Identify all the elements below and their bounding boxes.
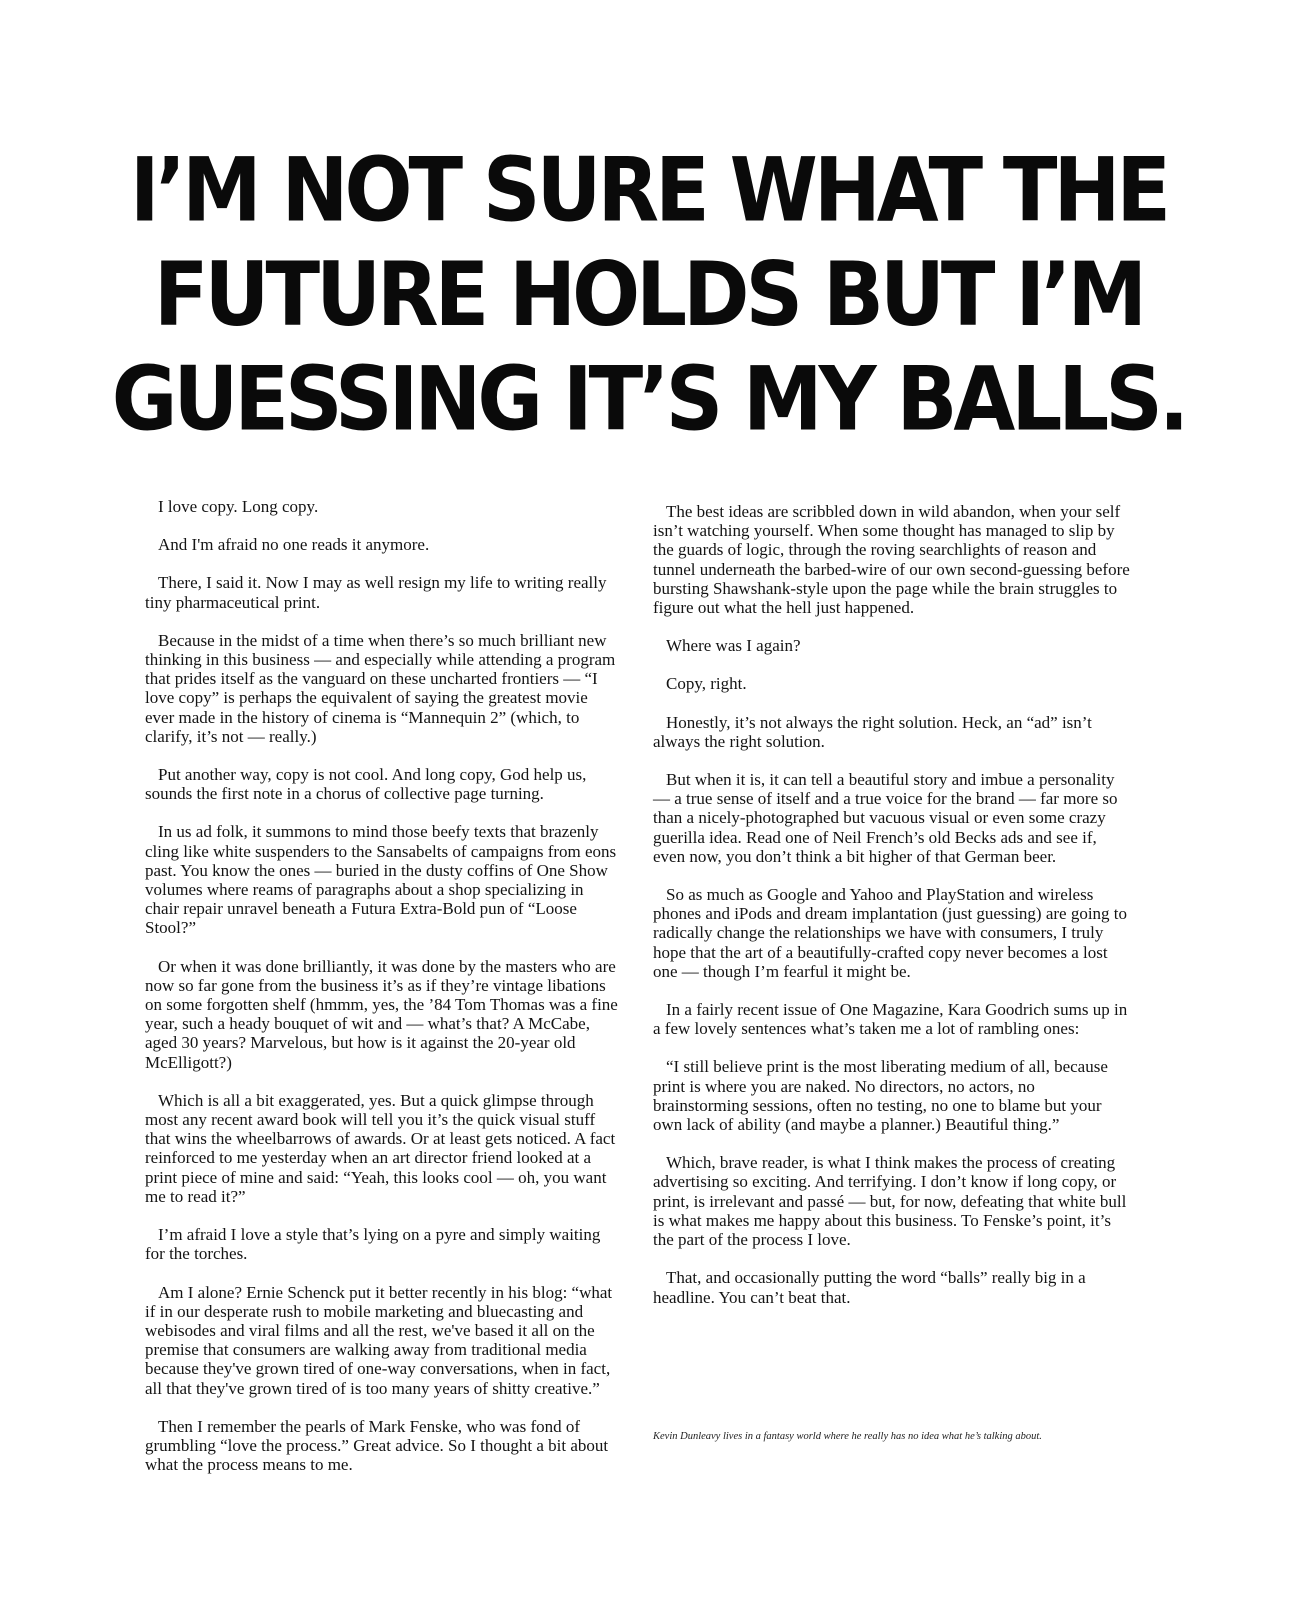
paragraph: Because in the midst of a time when there’s so much brilliant new thinking in this business — and especially while attending a program that prides itself as the vanguard on these uncharted frontiers — “I love copy” is perhaps the equivalent of saying the greatest movie ever made in the history of cinema is “Mannequin 2” (which, to clarify, it’s not — really.) [145,630,616,746]
paragraph: That, and occasionally putting the word “balls” really big in a headline. You can’t beat that. [653,1268,1086,1307]
paragraph: Or when it was done brilliantly, it was done by the masters who are now so far gone from the business it’s as if they’re vintage libations on some forgotten shelf (hmmm, yes, the ’84 Tom Thomas was a fine year, such a heady bouquet of wit and — what’s that? A McCabe, aged 30 years? Marvelous, but how is it against the 20-year old McElligott?) [145,956,618,1072]
paragraph: I love copy. Long copy. [158,497,319,516]
body-copy-right-column [653,502,1133,1326]
paragraph: But when it is, it can tell a beautiful story and imbue a personality — a true sense of itself and a true voice for the brand — far more so than a nicely-photographed but vacuous visual or even some crazy guerilla idea. Read one of Neil French’s old Becks ads and see if, even now, you don’t think a bit higher of that German beer. [653,770,1118,866]
paragraph: Am I alone? Ernie Schenck put it better recently in his blog: “what if in our desperate rush to mobile marketing and bluecasting and webisodes and viral films and all the rest, we've based it all on the premise that consumers are walking away from traditional media because they've grown tired of one-way conversations, when in fact, all that they've grown tired of is too many years of shitty creative.” [145,1282,613,1398]
body-copy-left-column [145,497,620,1493]
paragraph: I’m afraid I love a style that’s lying on a pyre and simply waiting for the torches. [145,1225,601,1264]
paragraph: Copy, right. [666,674,747,694]
paragraph: There, I said it. Now I may as well resign my life to writing really tiny pharmaceutical print. [145,573,607,612]
paragraph: “I still believe print is the most liberating medium of all, because print is where you are naked. No directors, no actors, no brainstorming sessions, often no testing, no one to blame but your own lack of ability (and maybe a planner.) Beautiful thing.” [653,1057,1108,1135]
headline-line-3: GUESSING IT’S MY BALLS. [111,348,1186,451]
headline [60,138,1237,452]
headline-line-1: I’M NOT SURE WHAT THE [129,139,1168,242]
paragraph: The best ideas are scribbled down in wild abandon, when your self isn’t watching yourself. When some thought has managed to slip by the guards of logic, through the roving searchlights of reason and tunnel underneath the barbed-wire of our own second-guessing before bursting Shawshank-style upon the page while the brain struggles to figure out what the hell just happened. [653,502,1130,618]
paragraph: In a fairly recent issue of One Magazine, Kara Goodrich sums up in a few lovely sentences what’s taken me a lot of rambling ones: [653,1000,1128,1039]
paragraph: And I'm afraid no one reads it anymore. [158,535,430,555]
paragraph: Which is all a bit exaggerated, yes. But a quick glimpse through most any recent award book will tell you it’s the quick visual stuff that wins the wheelbarrows of awards. Or at least gets noticed. A fact reinforced to me yesterday when an art director friend looked at a print piece of mine and said: “Yeah, this looks cool — oh, you want me to read it?” [145,1090,616,1206]
paragraph: Put another way, copy is not cool. And long copy, God help us, sounds the first note in a chorus of collective page turning. [145,765,587,804]
author-credit: Kevin Dunleavy lives in a fantasy world where he really has no idea what he’s talking about. [653,1431,1042,1442]
paragraph: Where was I again? [666,636,801,656]
paragraph: Which, brave reader, is what I think makes the process of creating advertising so exciting. And terrifying. I don’t know if long copy, or print, is irrelevant and passé — but, for now, defeating that white bull is what makes me happy about this business. To Fenske’s point, it’s the part of the process I love. [653,1153,1127,1250]
paragraph: So as much as Google and Yahoo and PlayStation and wireless phones and iPods and dream implantation (just guessing) are going to radically change the relationships we have with consumers, I truly hope that the art of a beautifully-crafted copy never becomes a lost one — though I’m fearful it might be. [653,885,1128,981]
headline-line-2: FUTURE HOLDS BUT I’M [153,243,1144,346]
paragraph: In us ad folk, it summons to mind those beefy texts that brazenly cling like white suspenders to the Sansabelts of campaigns from eons past. You know the ones — buried in the dusty coffins of One Show volumes where reams of paragraphs about a shop specializing in chair repair unravel beneath a Futura Extra-Bold pun of “Loose Stool?” [145,822,617,938]
paragraph: Then I remember the pearls of Mark Fenske, who was fond of grumbling “love the process.” Great advice. So I thought a bit about what the process means to me. [145,1416,609,1475]
paragraph: Honestly, it’s not always the right solution. Heck, an “ad” isn’t always the right solution. [653,712,1092,751]
